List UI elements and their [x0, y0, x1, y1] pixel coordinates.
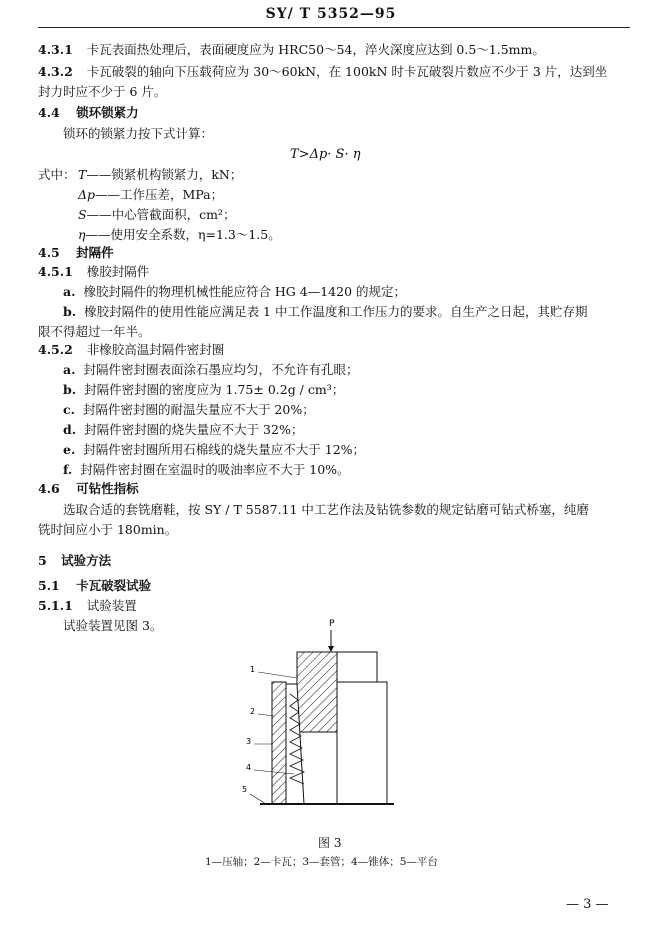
definition-row	[78, 167, 242, 183]
list-item	[63, 422, 303, 438]
list-label: f.	[63, 462, 73, 477]
clause-5-1-1	[38, 598, 137, 614]
list-text: 封隔件密封圈表面涂石墨应均匀，不允许有孔眼；	[83, 362, 359, 377]
part-number: 5	[242, 785, 248, 794]
dash: ——	[95, 187, 121, 202]
paragraph: 选取合适的套铣磨鞋，按 SY / T 5587.11 中工艺作法及钻铣参数的规定钻磨可钻式桥塞，纯磨	[63, 502, 589, 517]
part-number: 1	[250, 665, 256, 674]
clause-4-3-2	[38, 64, 607, 80]
clause-title: 非橡胶高温封隔件密封圈	[86, 342, 225, 357]
dash: ——	[86, 167, 112, 182]
section-title: 卡瓦破裂试验	[76, 578, 152, 593]
list-label: b.	[63, 382, 77, 397]
dash: ——	[86, 207, 112, 222]
dash: ——	[85, 227, 111, 242]
page-header: SY/ T 5352—95	[265, 6, 397, 22]
section-4-6-heading	[38, 481, 139, 497]
list-text-continued: 限不得超过一年半。	[38, 324, 151, 339]
load-arrowhead	[328, 646, 334, 652]
load-label: P	[329, 619, 335, 629]
section-4-5-heading	[38, 245, 114, 261]
clause-number: 4.5.1	[38, 264, 73, 279]
leader-line	[258, 672, 297, 678]
section-4-4-heading	[38, 105, 139, 121]
list-text: 封隔件密封圈在室温时的吸油率应不大于 10%。	[80, 462, 350, 477]
list-label: a.	[63, 362, 76, 377]
list-item	[63, 382, 344, 398]
press-shaft-top	[337, 652, 377, 682]
definition-row	[78, 207, 235, 223]
section-title: 封隔件	[76, 245, 114, 260]
part-number: 3	[246, 737, 252, 746]
clause-text: 卡瓦表面热处理后，表面硬度应为 HRC50～54，淬火深度应达到 0.5～1.5mm。	[86, 42, 545, 57]
definition-text: 锁紧机构锁紧力，kN；	[111, 167, 243, 182]
list-text: 封隔件密封圈的耐温失量应不大于 20%；	[82, 402, 315, 417]
section-number: 4.6	[38, 481, 60, 496]
press-shaft	[297, 652, 337, 732]
test-apparatus-figure	[232, 614, 432, 814]
list-item	[63, 304, 587, 320]
list-item	[63, 402, 315, 418]
clause-text-continued: 封力时应不少于 6 片。	[38, 84, 167, 99]
list-item	[63, 284, 406, 300]
page-number: — 3 —	[566, 897, 609, 912]
list-label: a.	[63, 284, 76, 299]
section-title: 可钻性指标	[76, 481, 139, 496]
list-text: 封隔件密封圈的密度应为 1.75± 0.2g / cm³；	[84, 382, 345, 397]
chapter-5-heading	[38, 553, 111, 569]
definition-text: 中心管截面积，cm²；	[111, 207, 236, 222]
list-text: 封隔件密封圈所用石棉线的烧失量应不大于 12%；	[83, 442, 366, 457]
list-text: 封隔件密封圈的烧失量应不大于 32%；	[84, 422, 304, 437]
header-rule	[38, 27, 630, 28]
slip	[272, 682, 286, 804]
list-label: e.	[63, 442, 76, 457]
part-number: 4	[246, 763, 252, 772]
clause-4-5-1	[38, 264, 149, 280]
leader-line	[250, 794, 266, 804]
section-number: 4.4	[38, 105, 60, 120]
clause-number: 4.3.2	[38, 64, 73, 79]
figure-caption: 图 3	[318, 836, 342, 850]
list-label: c.	[63, 402, 75, 417]
lock-force-formula: T>Δp· S· η	[290, 147, 361, 162]
symbol: Δp	[78, 187, 96, 202]
clause-number: 4.3.1	[38, 42, 73, 57]
definition-row	[78, 187, 223, 203]
section-number: 5.1	[38, 578, 60, 593]
where-label: 式中：	[38, 167, 76, 182]
clause-text: 卡瓦破裂的轴向下压载荷应为 30～60kN，在 100kN 时卡瓦破裂片数应不少于 3 片，达到坐	[86, 64, 608, 79]
section-5-1-heading	[38, 578, 151, 594]
symbol: S	[78, 207, 87, 222]
clause-title: 橡胶封隔件	[86, 264, 150, 279]
list-text: 橡胶封隔件的使用性能应满足表 1 中工作温度和工作压力的要求。自生产之日起，其贮存期	[84, 304, 588, 319]
part-number: 2	[250, 707, 256, 716]
clause-4-3-1	[38, 42, 545, 58]
section-number: 4.5	[38, 245, 60, 260]
figure-reference: 试验装置见图 3。	[63, 618, 163, 633]
list-item	[63, 442, 365, 458]
paragraph-continued: 铣时间应小于 180min。	[38, 522, 178, 537]
clause-number: 4.5.2	[38, 342, 73, 357]
definition-row	[78, 227, 281, 243]
symbol: η	[78, 227, 86, 242]
list-text: 橡胶封隔件的物理机械性能应符合 HG 4—1420 的规定；	[83, 284, 407, 299]
chapter-number: 5	[38, 553, 47, 568]
section-title: 锁环锁紧力	[76, 105, 139, 120]
chapter-title: 试验方法	[61, 553, 112, 568]
definition-text: 工作压差，MPa；	[120, 187, 224, 202]
list-item	[63, 362, 358, 378]
list-item	[63, 462, 350, 478]
symbol: T	[78, 167, 87, 182]
definition-text: 使用安全系数，η=1.3～1.5。	[110, 227, 281, 242]
figure-legend: 1—压轴；2—卡瓦；3—套管；4—锥体；5—平台	[205, 856, 438, 868]
clause-number: 5.1.1	[38, 598, 73, 613]
clause-title: 试验装置	[86, 598, 137, 613]
list-label: b.	[63, 304, 77, 319]
list-label: d.	[63, 422, 77, 437]
clause-4-5-2	[38, 342, 224, 358]
formula-intro: 锁环的锁紧力按下式计算：	[63, 126, 214, 141]
casing	[337, 682, 387, 804]
